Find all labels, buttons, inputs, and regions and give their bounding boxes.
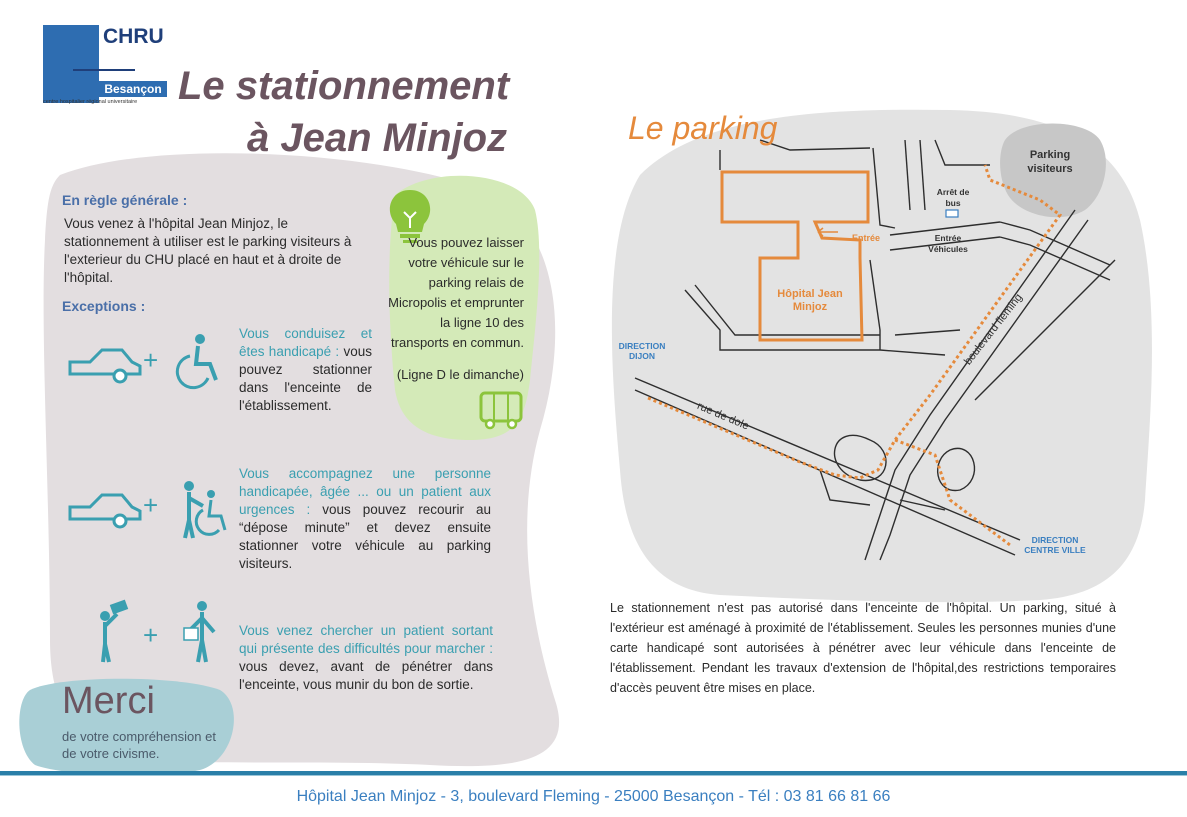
parking-info-text: Le stationnement n'est pas autorisé dans l'enceinte de l'hôpital. Un parking, situé à l'extérieur est aménagé à proximité de l'établissement. Seules les personnes munies d'une carte handicapé sont autorisées à pénétrer avec leur véhicule dans l'enceinte de l'établissement. Pendant les travaux d'extension de l'hôpital,des restrictions temporaires d'accès peuvent être mises en place. xyxy=(610,601,1116,695)
map-hopital: Hôpital Jean Minjoz xyxy=(777,288,843,313)
exception-1-teal: Vous conduisez et êtes handicapé : xyxy=(239,326,372,359)
map-boulevard-fleming: boulevard fleming xyxy=(962,291,1025,368)
exceptions-heading: Exceptions : xyxy=(62,298,146,314)
exception-1-text: vous pouvez stationner dans l'enceinte de l'établissement. xyxy=(239,344,372,413)
exception-3-text: vous devez, avant de pénétrer dans l'enceinte, vous munir du bon de sortie. xyxy=(239,659,493,692)
bus-icon xyxy=(478,390,524,432)
exception-3-teal: Vous venez chercher un patient sortant qui présente des difficultés pour marcher : xyxy=(239,623,493,656)
map-entree: Entrée xyxy=(852,233,881,243)
person-waving-icon xyxy=(93,598,135,664)
map-direction-dijon: DIRECTION DIJON xyxy=(618,341,666,361)
bus-stop-marker xyxy=(946,210,958,217)
page-title-line2: à Jean Minjoz xyxy=(247,116,508,160)
page-title-line1: Le stationnement xyxy=(178,64,510,108)
map-direction-centre: DIRECTION CENTRE VILLE xyxy=(1024,535,1086,555)
car-icon xyxy=(66,340,144,386)
logo-blue-square xyxy=(43,25,99,103)
merci-text: de votre compréhension et de votre civisme. xyxy=(62,729,216,761)
tip-note: (Ligne D le dimanche) xyxy=(396,367,524,382)
logo xyxy=(43,25,168,107)
patient-document-icon xyxy=(180,598,224,664)
tip-text: Vous pouvez laisser votre véhicule sur le parking relais de Micropolis et emprunter la ligne 10 des transports en commun. xyxy=(388,235,524,350)
general-text: Vous venez à l'hôpital Jean Minjoz, le stationnement à utiliser est le parking visiteurs à l'exterieur du CHU placé en haut et à droite de l'hôpital. xyxy=(64,216,352,285)
map-entree-vehicules: Entrée Véhicules xyxy=(928,233,968,254)
logo-chru: CHRU xyxy=(103,25,164,48)
plus-sign-1: + xyxy=(143,345,159,375)
merci-title: Merci xyxy=(62,680,155,722)
exception-2-teal: Vous accompagnez une personne handicapée, âgée ... ou un patient aux urgences : xyxy=(239,466,491,517)
footer-address: Hôpital Jean Minjoz - 3, boulevard Fleming - 25000 Besançon - Tél : 03 81 66 81 66 xyxy=(296,788,891,805)
map-rue-de-dole: rue de dole xyxy=(695,400,751,433)
exception-2-text: vous pouvez recourir au “dépose minute” et devez ensuite stationner votre véhicule au parking visiteurs. xyxy=(239,502,491,571)
map-arret-bus: Arrêt de bus xyxy=(936,187,970,208)
logo-subtitle: centre hospitalier régional universitaire xyxy=(43,99,138,105)
plus-sign-3: + xyxy=(143,620,159,650)
plus-sign-2: + xyxy=(143,490,159,520)
exception-2 xyxy=(239,465,491,573)
exception-3 xyxy=(239,622,493,694)
map-parking-visiteurs: Parking visiteurs xyxy=(1027,149,1073,175)
exception-1 xyxy=(239,325,372,415)
car-icon-2 xyxy=(66,485,144,531)
assisted-wheelchair-icon xyxy=(177,480,233,542)
logo-besancon: Besançon xyxy=(99,81,167,97)
footer-rule xyxy=(0,771,1187,775)
general-heading: En règle générale : xyxy=(62,192,188,208)
wheelchair-icon xyxy=(172,332,222,390)
parking-title: Le parking xyxy=(628,110,778,146)
